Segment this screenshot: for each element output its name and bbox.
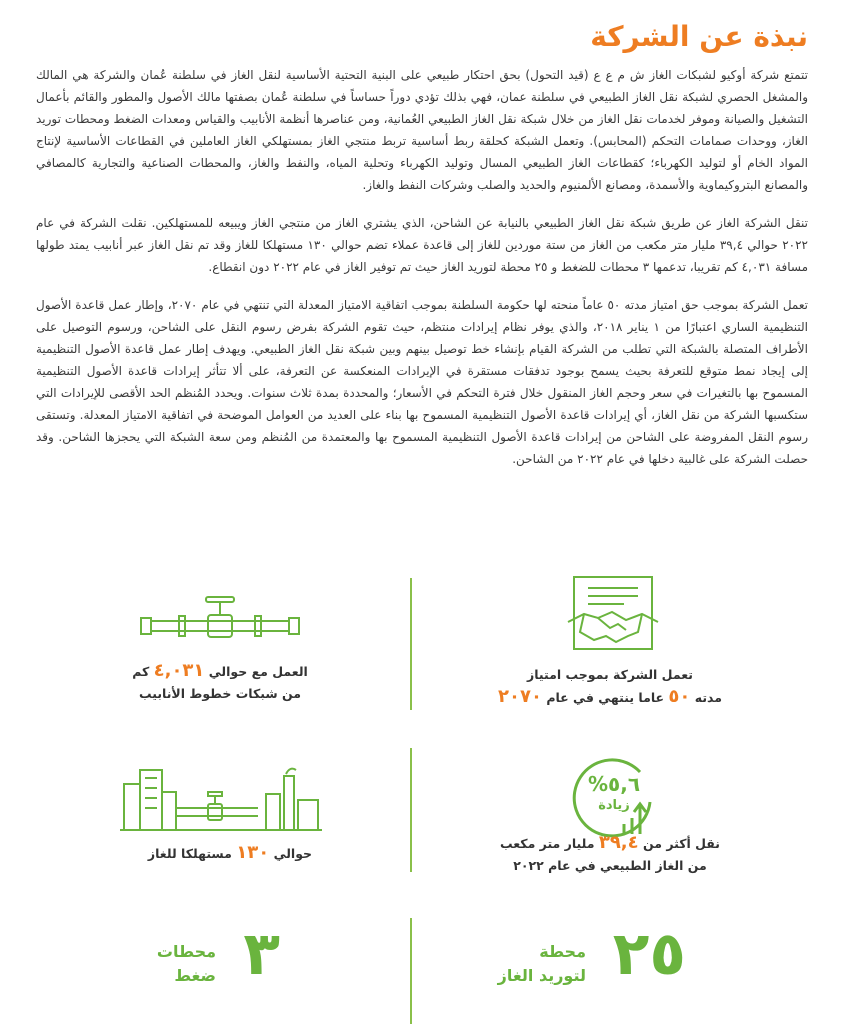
volume-unit: مليار متر مكعب bbox=[500, 836, 595, 851]
page-title: نبذة عن الشركة bbox=[590, 20, 808, 53]
supply-stations-line2: لتوريد الغاز bbox=[497, 966, 586, 985]
supply-stations-count: ٢٥ bbox=[612, 919, 686, 989]
paragraph: تعمل الشركة بموجب حق امتياز مدته ٥٠ عاماً منحته لها حكومة السلطنة بموجب اتفاقية الامتياز المعدلة التي تنتهي في عام ٢٠٧٠، وإطار عمل قاعدة الأصول التنظيمية الساري اعتبارًا من ١ يناير ٢٠١٨، والذي يوفر نظام إيرادات منتظم، حيث تقوم الشركة بفرض رسوم النقل على الشاحن، ورسوم التوصيل على الأطراف المتصلة بالشبكة التي تطلب من الشركة القيام بإنشاء خط توصيل بينهم وبين شبكة نقل الغاز الطبيعي. ويهدف إطار عمل قاعدة الأصول التنظيمية إلى إيجاد نمط متوقع للتعرفة بحيث يسمح بوجود تدفقات مستقرة في الإيرادات المنعكسة عن التعرفة، على ألا تتأثر إيرادات قاعدة الأصول التنظيمية المسموح بها بالتغيرات في سعر وحجم الغاز المنقول خلال فترة التحكم في الأسعار؛ والمحددة بمدة ثلاث سنوات. ويحدد المُنظم الحد الأقصى للإيرادات التي ستكسبها الشركة من نقل الغاز، أي إيرادات قاعدة الأصول التنظيمية المسموح بها بناء على العديد من العوامل الموضحة في اتفاقية الامتياز المعدلة. وتستقى رسوم النقل المفروضة على الشاحن من إيرادات قاعدة الأصول التنظيمية المسموح بها والمعتمدة من المُنظم ومن سعة الشبكة التي يحجزها الشاحن. وقد حصلت الشركة على غالبية دخلها في عام ٢٠٢٢ من الشاحن. bbox=[36, 298, 808, 466]
divider bbox=[410, 578, 412, 710]
pipelines-length: ٤,٠٣١ bbox=[153, 660, 205, 681]
consumers-count: ١٣٠ bbox=[236, 842, 270, 863]
handshake-icon bbox=[566, 574, 660, 652]
volume-stat bbox=[480, 832, 740, 877]
consumers-stat bbox=[110, 842, 350, 865]
concession-stat bbox=[470, 664, 750, 709]
compression-stations-line2: ضغط bbox=[174, 966, 216, 985]
pipelines-stat bbox=[100, 660, 340, 705]
concession-end-year: ٢٠٧٠ bbox=[498, 686, 542, 707]
supply-stations-stat bbox=[496, 919, 686, 994]
pipeline-icon bbox=[138, 594, 302, 640]
compression-stations-line1: محطات bbox=[156, 942, 216, 961]
consumers-pre: حوالي bbox=[273, 846, 313, 861]
paragraph: تنقل الشركة الغاز عن طريق شبكة نقل الغاز الطبيعي بالنيابة عن الشاحن، الذي يشتري الغاز من منتجي الغاز ويبيعه للمستهلكين. نقلت الشركة في عام ٢٠٢٢ حوالي ٣٩,٤ مليار متر مكعب من الغاز من ستة موردين للغاز إلى قاعدة عملاء تضم حوالي ١٣٠ مستهلكا للغاز وقد تم نقل الغاز عبر أنابيب يمتد طولها مسافة ٤,٠٣١ كم تقريبا، تدعمها ٣ محطات للضغط و ٢٥ محطة لتوريد الغاز حيث تم توفير الغاز في عام ٢٠٢٢ دون انقطاع. bbox=[36, 216, 808, 274]
growth-percent: ٥,٦% bbox=[587, 772, 641, 796]
compression-stations-stat bbox=[150, 919, 280, 994]
body-text bbox=[36, 64, 808, 486]
divider bbox=[410, 748, 412, 872]
growth-badge-icon bbox=[570, 752, 658, 840]
pipelines-unit: كم bbox=[132, 664, 150, 679]
volume-amount: ٣٩,٤ bbox=[598, 832, 639, 853]
concession-pre: مدته bbox=[694, 690, 722, 705]
volume-pre: نقل أكثر من bbox=[642, 836, 720, 851]
growth-label: زيادة bbox=[598, 798, 630, 813]
divider bbox=[410, 918, 412, 1024]
concession-mid: عاما ينتهي في عام bbox=[546, 690, 665, 705]
pipelines-pre: العمل مع حوالي bbox=[208, 664, 308, 679]
volume-line2: من الغاز الطبيعي في عام ٢٠٢٢ bbox=[513, 858, 707, 873]
paragraph: تتمتع شركة أوكيو لشبكات الغاز ش م ع ع (قيد التحول) بحق احتكار طبيعي على البنية التحتية الأساسية لنقل الغاز في سلطنة عُمان والشركة هي المالك والمشغل الحصري لشبكة نقل الغاز الطبيعي في سلطنة عمان، فهي بذلك تؤدي دوراً حساساً في سلطنة عُمان بصفتها مالك الأصول والمطور والقائم بأعمال التشغيل والصيانة وموفر لخدمات نقل الغاز من خلال شبكة نقل الغاز الطبيعي العُمانية، ومن عناصرها أنظمة الأنابيب والقياس ومعدات الضغط ومحطات توريد الغاز، ووحدات صمامات التحكم (المحابس). وتعمل الشبكة كحلقة ربط أساسية تربط منتجي الغاز بمستهلكي الغاز العاملين في القطاعات الأساسية لإنتاج المواد الخام أو لتوليد الكهرباء؛ كقطاعات الغاز الطبيعي المسال وتوليد الكهرباء وتحلية المياه، والنفط والغاز، والمحطات الصناعية والتجارية كالمصافي والمصانع البتروكيماوية والأسمدة، ومصانع الألمنيوم والحديد والصلب وشركات النفط والغاز. bbox=[36, 68, 808, 192]
consumers-post: مستهلكا للغاز bbox=[147, 846, 232, 861]
city-consumers-icon bbox=[118, 764, 324, 832]
supply-stations-line1: محطة bbox=[539, 942, 586, 961]
pipelines-line2: من شبكات خطوط الأنابيب bbox=[139, 686, 301, 701]
concession-line1: تعمل الشركة بموجب امتياز bbox=[527, 667, 693, 682]
compression-stations-count: ٣ bbox=[243, 919, 280, 989]
concession-years: ٥٠ bbox=[668, 686, 691, 707]
